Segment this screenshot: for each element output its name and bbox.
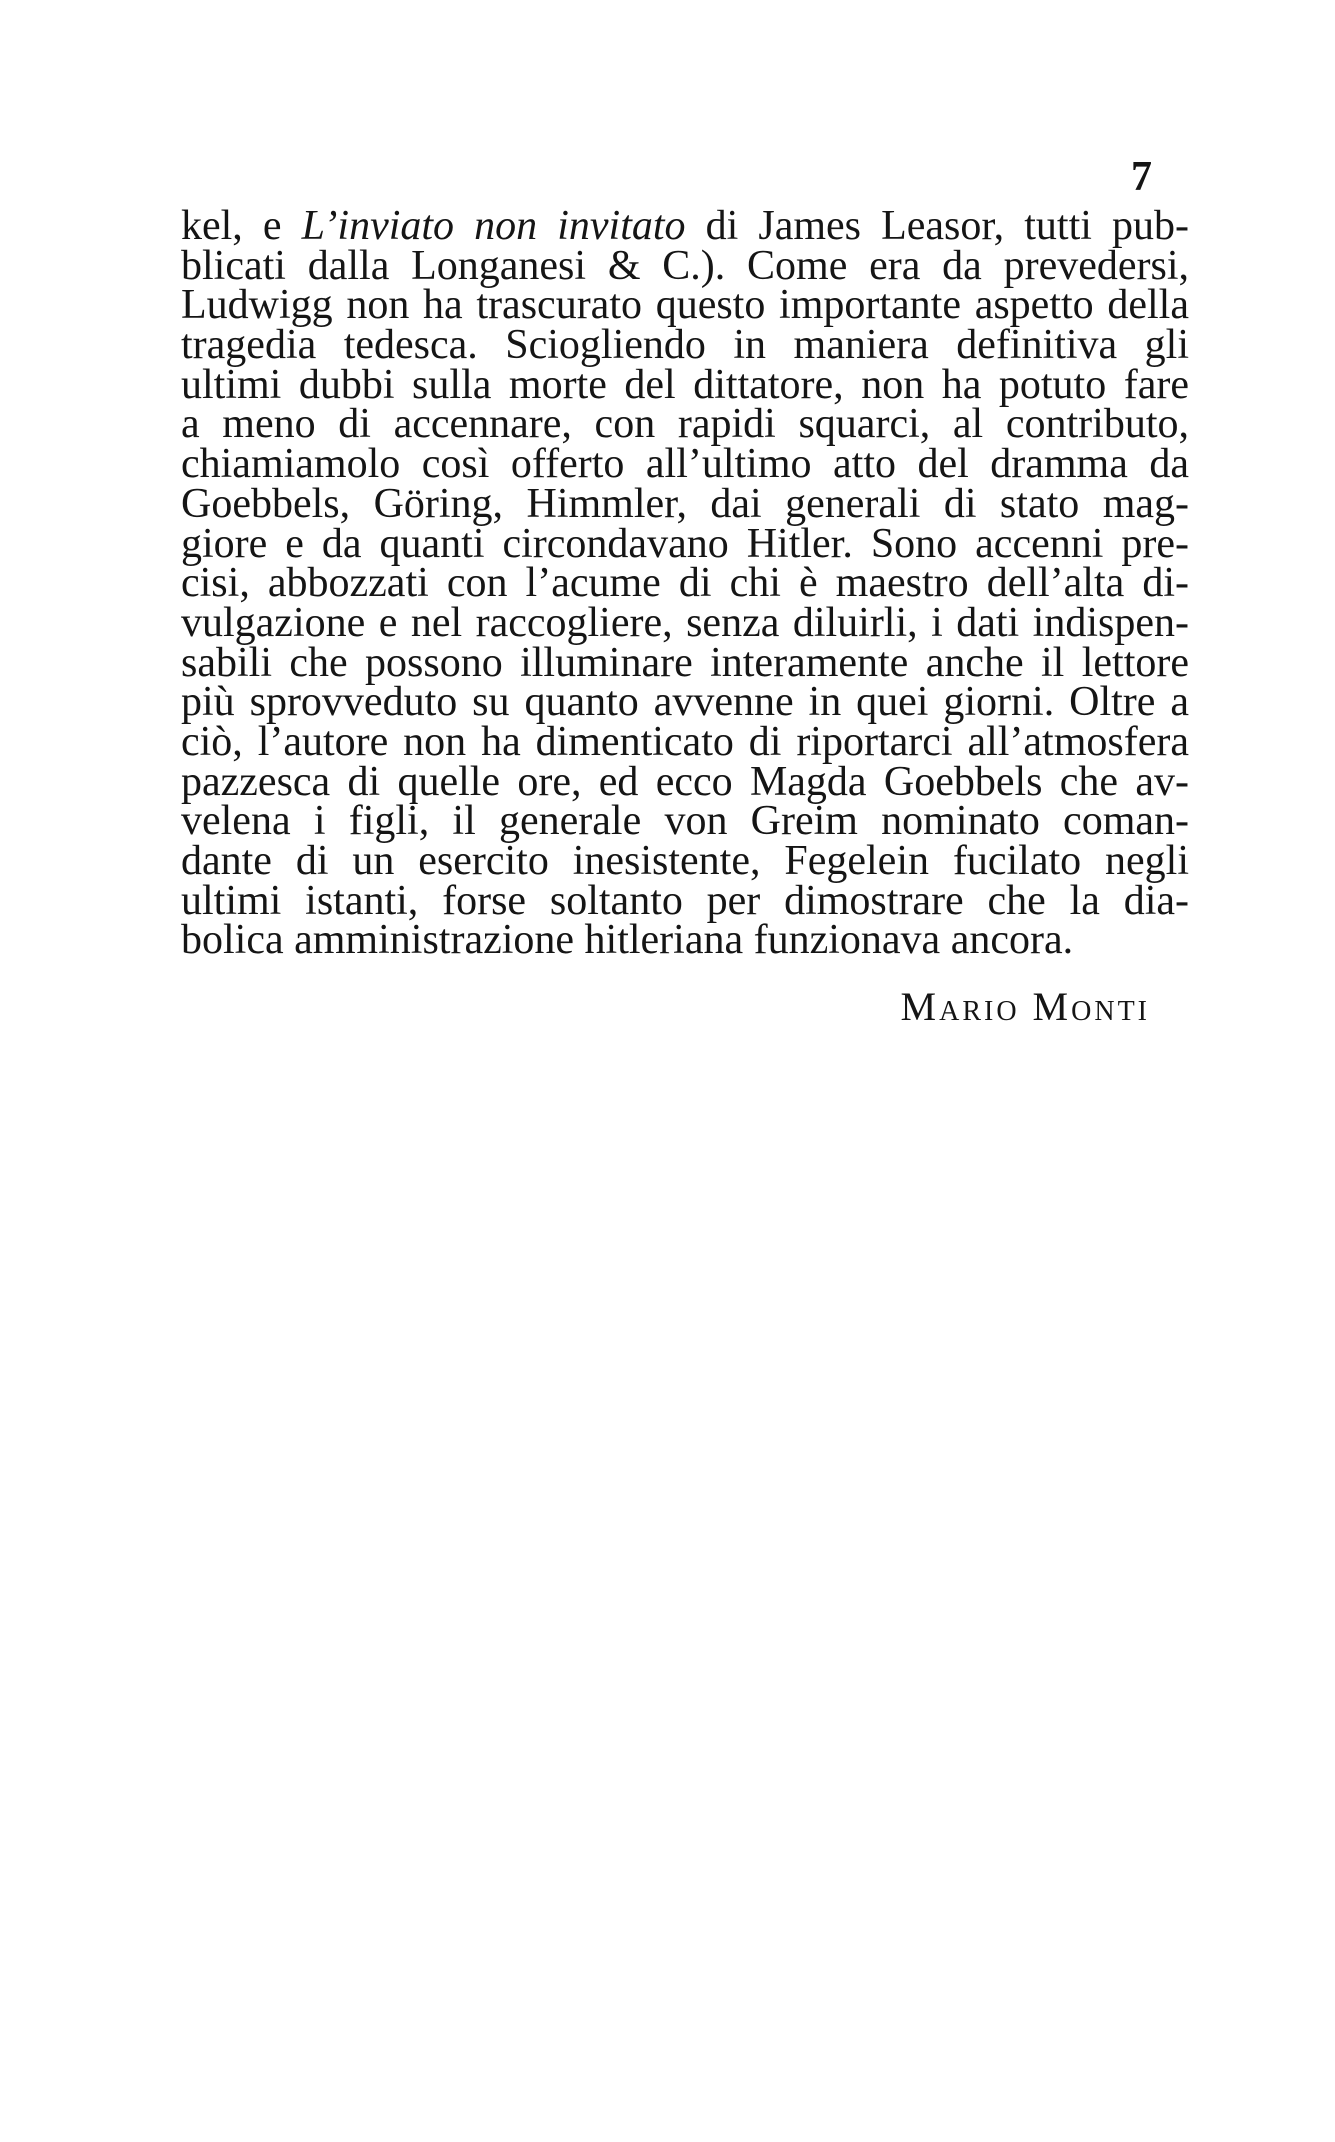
text-segment: di James Leasor, tutti pub- [685,203,1190,249]
text-line: Ludwigg non ha trascurato questo importante aspetto della [181,282,1189,329]
page-number: 7 [1131,154,1152,200]
book-title: L’inviato non invitato [301,203,686,249]
text-line: giore e da quanti circondavano Hitler. Sono accenni pre- [181,520,1189,567]
text-line: pazzesca di quelle ore, ed ecco Magda Goebbels che av- [181,758,1189,805]
text-line: cisi, abbozzati con l’acume di chi è maestro dell’alta di- [181,560,1189,607]
text-line: dante di un esercito inesistente, Fegelein fucilato negli [181,838,1189,884]
text-line-last: bolica amministrazione hitleriana funzionava ancora. [181,917,1074,964]
text-line: Goebbels, Göring, Himmler, dai generali di stato mag- [181,480,1189,527]
text-line: velena i figli, il generale von Greim nominato coman- [181,798,1189,845]
text-line: ciò, l’autore non ha dimenticato di riportarci all’atmosfera [181,718,1189,765]
text-line: a meno di accennare, con rapidi squarci, al contributo, [181,401,1189,448]
text-line: ultimi istanti, forse soltanto per dimostrare che la dia- [181,877,1189,924]
text-line: vulgazione e nel raccogliere, senza diluirli, i dati indispen- [181,599,1189,646]
text-line [181,203,1190,249]
author-signature: Mario Monti [900,984,1150,1029]
body-text [181,203,1190,964]
text-line: blicati dalla Longanesi & C.). Come era da prevedersi, [181,242,1189,289]
text-line: sabili che possono illuminare interamente anche il lettore [181,639,1189,686]
text-segment: kel, e [181,203,302,249]
text-line: chiamiamolo così offerto all’ultimo atto del dramma da [181,441,1189,488]
text-line: più sprovveduto su quanto avvenne in quei giorni. Oltre a [181,679,1189,726]
text-line: ultimi dubbi sulla morte del dittatore, non ha potuto fare [181,361,1189,408]
text-line: tragedia tedesca. Sciogliendo in maniera definitiva gli [181,322,1189,369]
